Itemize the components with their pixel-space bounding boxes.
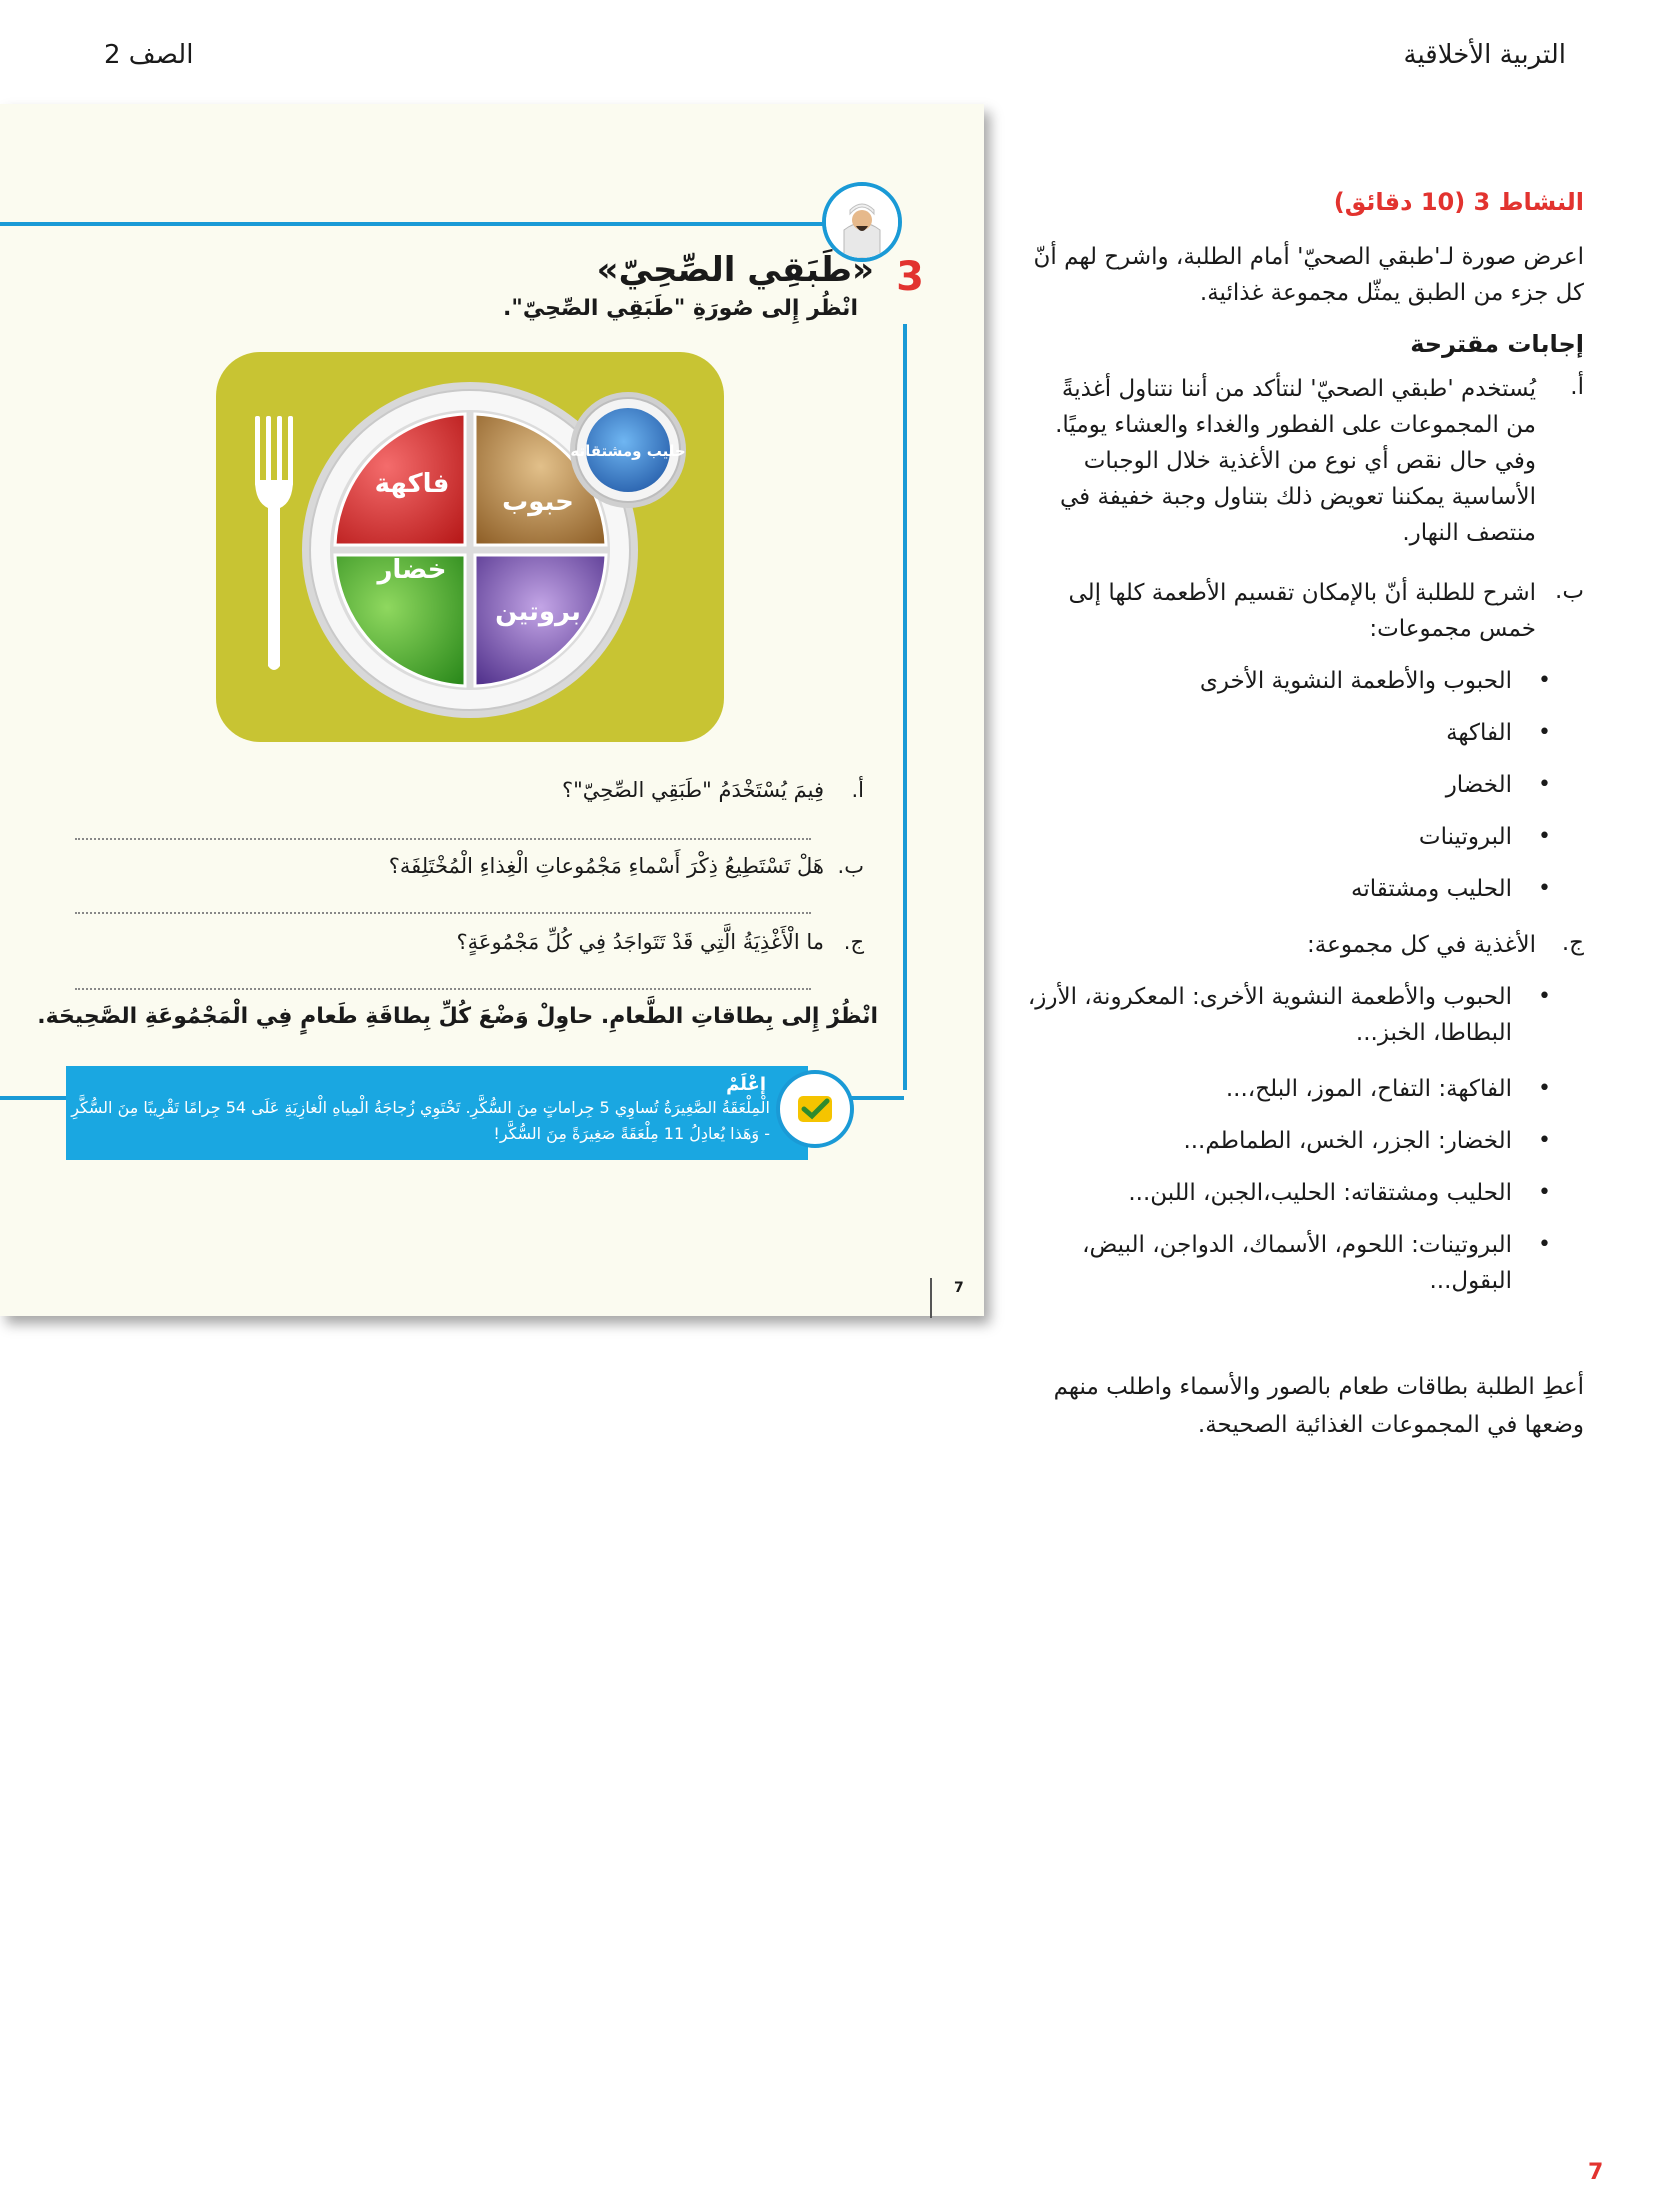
bullet: • (1538, 1076, 1551, 1101)
group-food: البقول... (1429, 1268, 1512, 1294)
answers-heading: إجابات مقترحة (1410, 330, 1584, 358)
fork-icon (255, 416, 293, 670)
answer-line[interactable] (75, 988, 811, 990)
question-letter: ج. (843, 930, 864, 954)
answer-text: من المجموعات على الفطور والغداء والعشاء يوميًا. (1055, 412, 1536, 438)
intro-text: كل جزء من الطبق يمثّل مجموعة غذائية. (1199, 280, 1584, 306)
plate-label-fruit: فاكهة (374, 469, 450, 499)
frame-line (903, 324, 907, 1090)
answer-text: الأساسية يمكننا تعويض ذلك بتناول وجبة خفيفة في (1059, 484, 1536, 510)
page-number: 7 (1588, 2160, 1604, 2185)
intro-text: اعرض صورة لـ'طبقي الصحيّ' أمام الطلبة، واشرح لهم أنّ (1033, 244, 1584, 270)
answer-text: خمس مجموعات: (1369, 616, 1536, 642)
checkmark-icon (780, 1074, 850, 1144)
grade-label: الصف 2 (104, 40, 194, 70)
bullet: • (1538, 668, 1551, 693)
answer-line[interactable] (75, 838, 811, 840)
fact-text: - وَهَذا يُعادِلُ 11 مِلْعَقَةً صَغِيرَةً مِنَ السُّكَّر! (493, 1124, 770, 1143)
closing-text: وضعها في المجموعات الغذائية الصحيحة. (1197, 1412, 1584, 1438)
bullet: • (1538, 1232, 1551, 1257)
group-food: البروتينات: اللحوم، الأسماك، الدواجن، البيض، (1082, 1232, 1512, 1258)
plate-label-grains: حبوب (502, 487, 574, 517)
group-item: الفاكهة (1446, 720, 1512, 746)
question-letter: ب. (837, 854, 864, 878)
instruction-text: انْظُرْ إِلى بِطاقاتِ الطَّعامِ. حاوِلْ وَضْعَ كُلِّ بِطاقَةِ طَعامٍ فِي الْمَجْمُوعَةِ الصَّحِيحَة. (37, 1004, 878, 1029)
group-item: الحليب ومشتقاته (1351, 876, 1512, 902)
question-a (224, 778, 864, 802)
bullet: • (1538, 772, 1551, 797)
plate-label-dairy: حليب ومشتقاته (570, 442, 686, 460)
list-marker: ج. (1561, 930, 1584, 956)
group-item: الخضار (1445, 772, 1512, 798)
group-food: البطاطا، الخبز... (1355, 1020, 1512, 1046)
answer-text: اشرح للطلبة أنّ بالإمكان تقسيم الأطعمة كلها إلى (1068, 580, 1536, 606)
frame-line (0, 222, 832, 226)
bullet: • (1538, 824, 1551, 849)
list-marker: ب. (1555, 578, 1584, 604)
activity-label: النشاط 3 (1473, 188, 1584, 216)
group-food: الحبوب والأطعمة النشوية الأخرى: المعكرونة، الأرز، (1027, 984, 1512, 1010)
question-text: فِيمَ يُسْتَخْدَمُ "طَبَقِي الصِّحِيّ"؟ (561, 778, 824, 802)
answer-text: يُستخدم 'طبقي الصحيّ' لنتأكد من أننا نتناول أغذيةً (1061, 376, 1536, 402)
question-letter: أ. (851, 778, 864, 802)
group-food: الحليب ومشتقاته: الحليب،الجبن، اللبن... (1128, 1180, 1512, 1206)
person-icon (826, 186, 898, 258)
subject-title: التربية الأخلاقية (1403, 40, 1566, 70)
question-b (224, 854, 864, 878)
answer-line[interactable] (75, 912, 811, 914)
student-page-number: 7 (954, 1280, 964, 1296)
bullet: • (1538, 1128, 1551, 1153)
group-item: الحبوب والأطعمة النشوية الأخرى (1199, 668, 1512, 694)
answer-text: وفي حال نقص أي نوع من الأغذية خلال الوجبات (1083, 448, 1536, 474)
answer-text: الأغذية في كل مجموعة: (1307, 932, 1536, 958)
question-text: ما الْأَغْذِيَةُ الَّتِي قَدْ تَتَواجَدُ فِي كُلِّ مَجْمُوعَةٍ؟ (456, 930, 824, 954)
bullet: • (1538, 720, 1551, 745)
fact-title: إعْلَمْ (726, 1074, 766, 1095)
activity-title: «طَبَقِي الصِّحِيّ» (596, 250, 874, 290)
fact-text: الْمِلْعَقَةُ الصَّغِيرَةُ تُساوِي 5 جِراماتٍ مِنَ السُّكَّرِ. تَحْتَوِي زُجاجَةُ الْمِياهِ الْغازِيَةِ عَلَى 54 جِرامًا تَقْرِيبًا مِنَ السُّكَّرِ (71, 1098, 770, 1117)
divider (930, 1278, 932, 1318)
plate-label-protein: بروتين (495, 597, 581, 627)
group-food: الخضار: الجزر، الخس، الطماطم... (1183, 1128, 1512, 1154)
closing-text: أعطِ الطلبة بطاقات طعام بالصور والأسماء واطلب منهم (1053, 1374, 1584, 1400)
activity-time: (10 دقائق) (1333, 188, 1466, 216)
question-text: هَلْ تَسْتَطِيعُ ذِكْرَ أَسْماءِ مَجْمُوعاتِ الْغِذاءِ الْمُخْتَلِفَة؟ (388, 854, 824, 878)
bullet: • (1538, 876, 1551, 901)
bullet: • (1538, 1180, 1551, 1205)
bullet: • (1538, 984, 1551, 1009)
question-c (224, 930, 864, 954)
plate-label-vegetables: خضار (377, 555, 447, 585)
healthy-plate-illustration (216, 352, 724, 742)
group-item: البروتينات (1418, 824, 1512, 850)
activity-heading (1334, 188, 1584, 216)
group-food: الفاكهة: التفاح، الموز، البلح،... (1225, 1076, 1512, 1102)
activity-subtitle: انْظُر إِلى صُورَةِ "طَبَقِي الصِّحِيّ". (503, 296, 858, 321)
answer-text: منتصف النهار. (1402, 520, 1536, 546)
fact-badge (776, 1070, 854, 1148)
activity-number: 3 (896, 254, 924, 300)
list-marker: أ. (1570, 374, 1584, 400)
